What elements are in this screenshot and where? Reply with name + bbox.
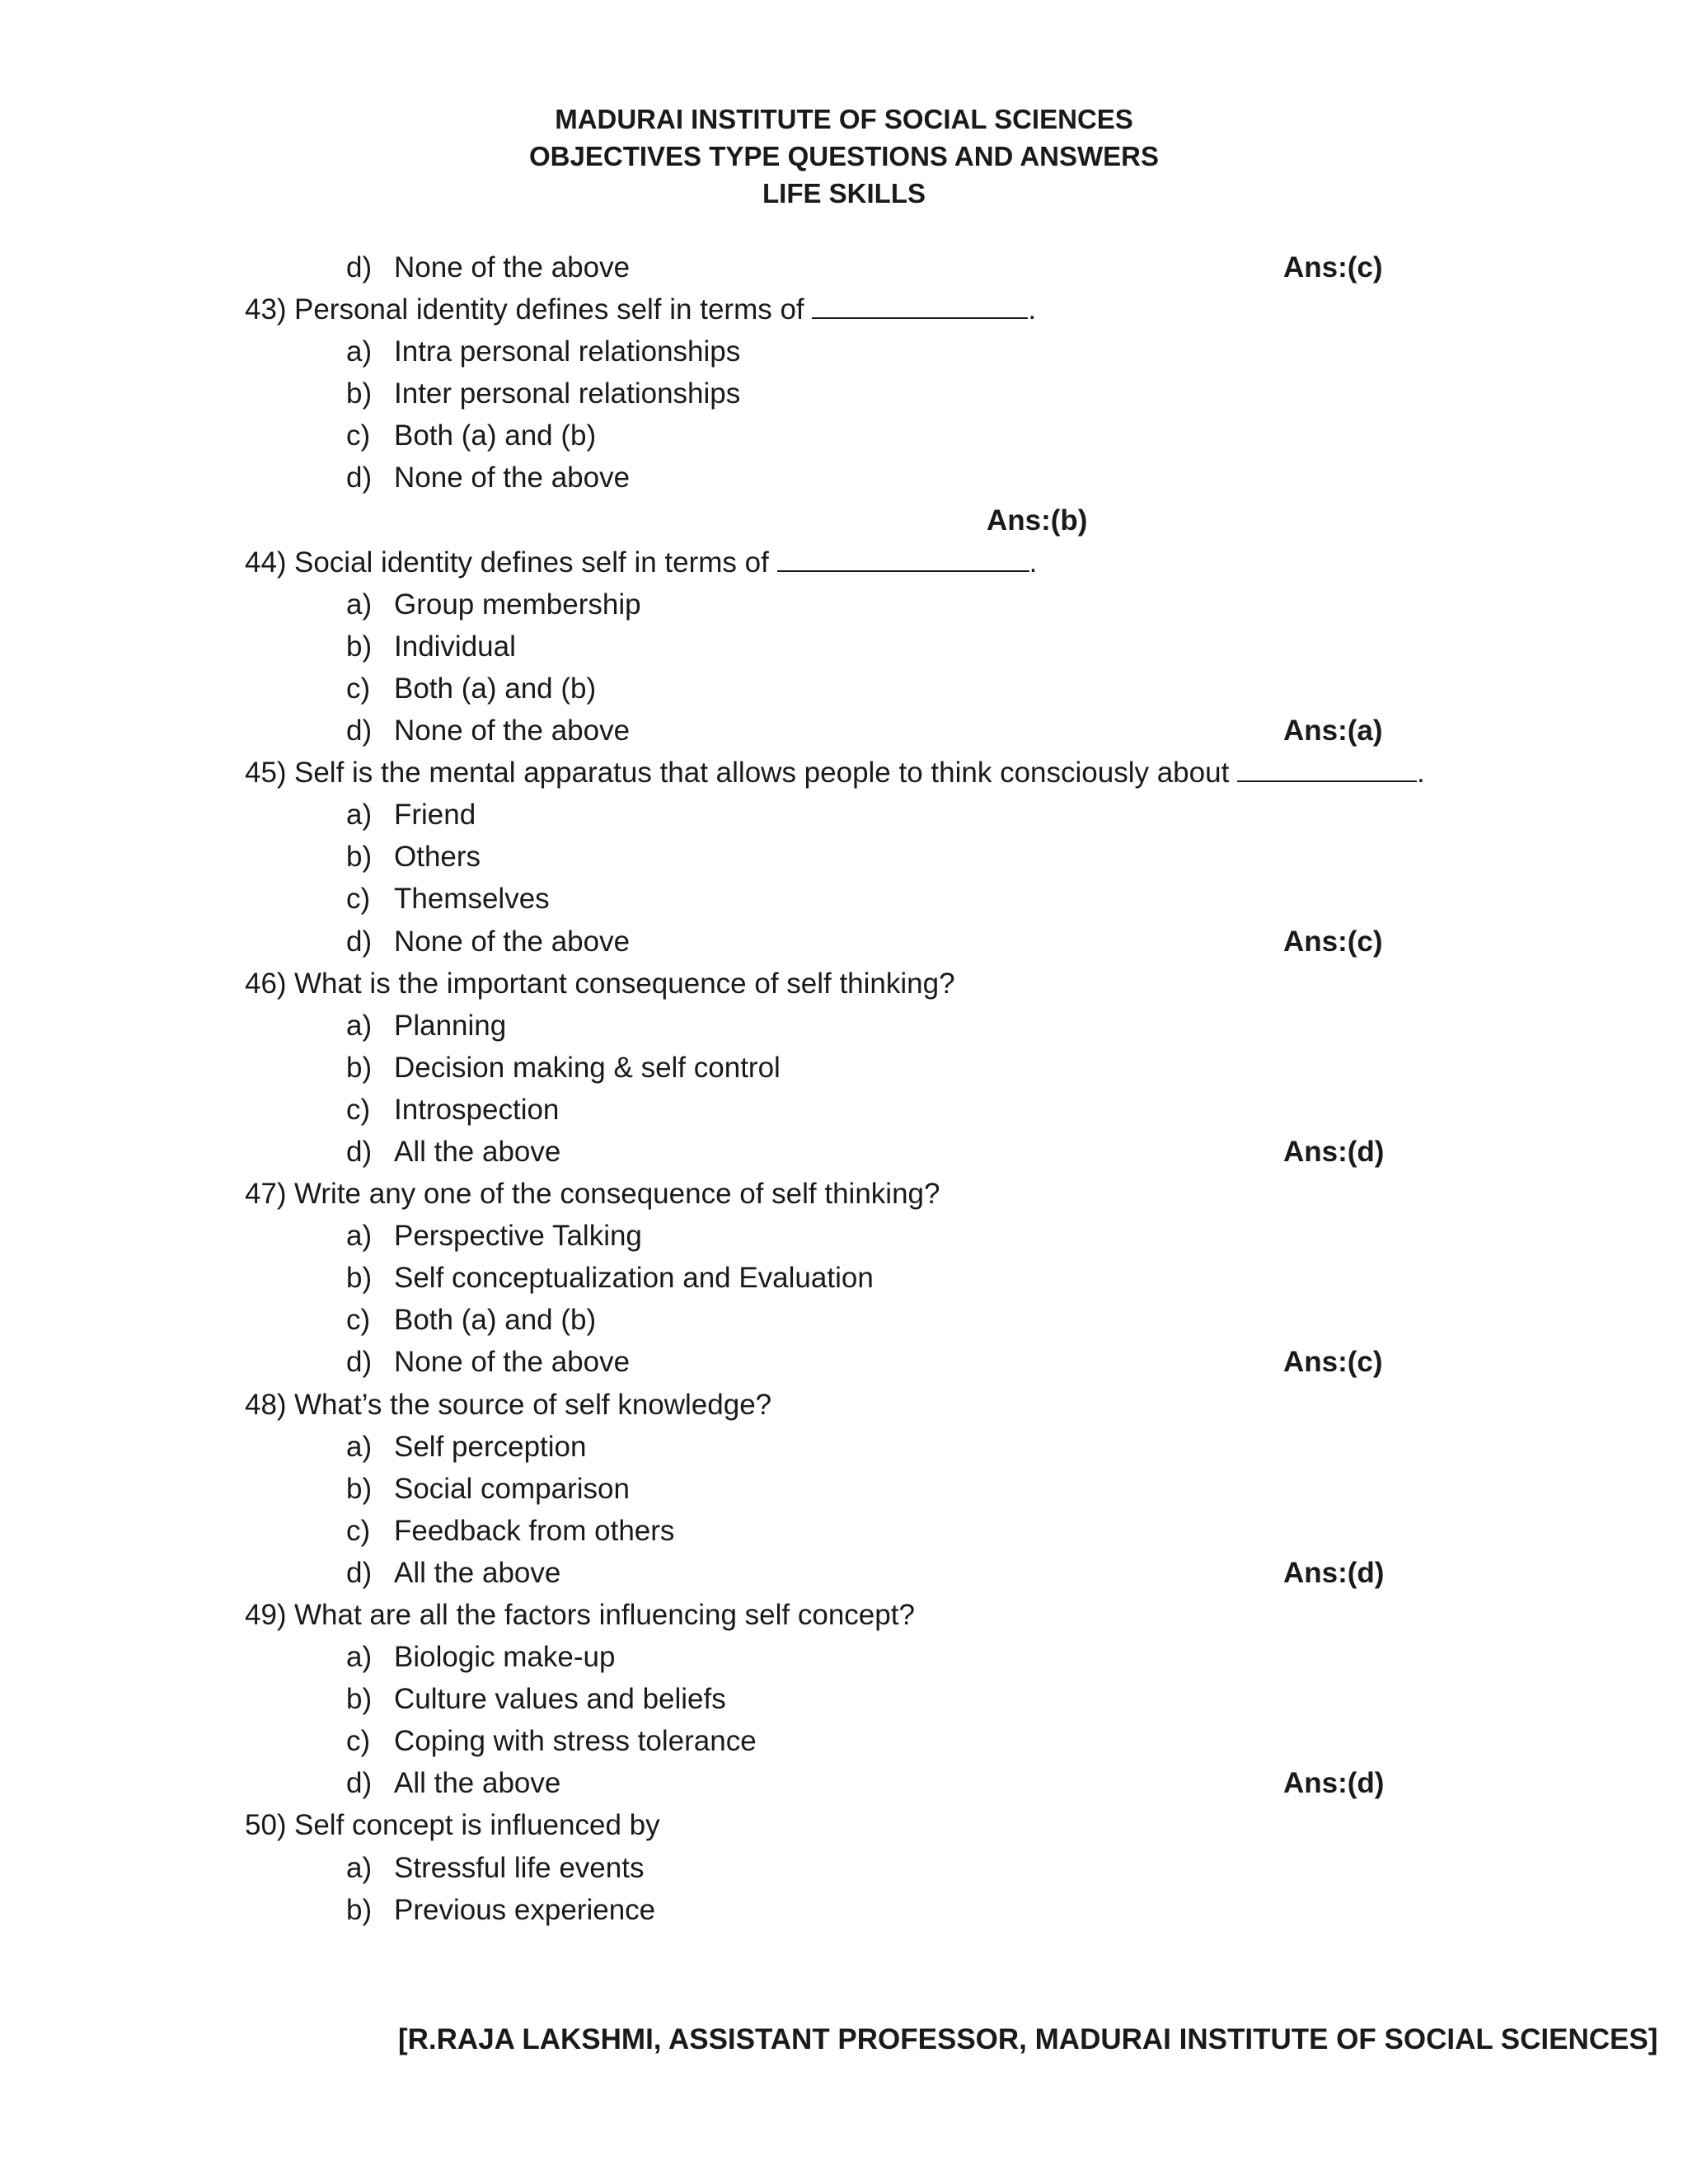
option-text: Group membership	[394, 588, 641, 621]
option-letter: a)	[346, 799, 373, 832]
option-letter: d)	[346, 1556, 373, 1589]
option-text: Stressful life events	[394, 1851, 645, 1884]
option-text: Perspective Talking	[394, 1220, 642, 1253]
option-text: None of the above	[394, 1346, 631, 1379]
option-line	[245, 1047, 1399, 1089]
option-text: Both (a) and (b)	[394, 419, 597, 452]
option-text: Individual	[394, 630, 516, 663]
option-text: Feedback from others	[394, 1514, 675, 1547]
option-line	[245, 668, 1399, 710]
option-letter: b)	[346, 630, 373, 663]
question-text: What is the important consequence of self thinking?	[294, 967, 955, 1000]
option-line	[245, 1005, 1399, 1047]
option-text: Both (a) and (b)	[394, 1304, 597, 1337]
option-text: All the above	[394, 1135, 561, 1168]
option-letter: a)	[346, 1851, 373, 1884]
option-text: Biologic make-up	[394, 1641, 616, 1674]
option-letter: b)	[346, 1262, 373, 1295]
option-letter: b)	[346, 841, 373, 874]
option-text: All the above	[394, 1556, 561, 1589]
document-header	[0, 101, 1688, 212]
answer-blank	[777, 542, 1029, 572]
option-line	[245, 1552, 1399, 1594]
option-line	[245, 836, 1399, 878]
option-line	[245, 1089, 1399, 1131]
option-line	[245, 878, 1399, 920]
question-line	[245, 541, 1399, 583]
option-text: Both (a) and (b)	[394, 672, 597, 705]
option-letter: c)	[346, 1725, 371, 1758]
option-letter: a)	[346, 1009, 373, 1042]
option-text: All the above	[394, 1767, 561, 1800]
question-number: 46)	[245, 967, 287, 1000]
option-line	[245, 1678, 1399, 1720]
option-line	[245, 1426, 1399, 1468]
question-text: What are all the factors influencing self concept?	[294, 1599, 915, 1631]
question-number: 44)	[245, 546, 287, 579]
option-letter: a)	[346, 1641, 373, 1674]
option-text: Decision making & self control	[394, 1051, 781, 1084]
option-letter: c)	[346, 1093, 371, 1126]
answer-label: Ans:(c)	[1283, 925, 1383, 958]
question-number: 49)	[245, 1599, 287, 1631]
option-line	[245, 1299, 1399, 1341]
question-number: 48)	[245, 1388, 287, 1421]
option-line	[245, 710, 1399, 752]
option-letter: d)	[346, 1135, 373, 1168]
option-line	[245, 626, 1399, 668]
option-letter: b)	[346, 377, 373, 410]
option-line	[245, 330, 1399, 373]
question-line	[245, 752, 1425, 794]
option-text: Introspection	[394, 1093, 560, 1126]
question-text: Write any one of the consequence of self thinking?	[294, 1178, 940, 1211]
option-letter: d)	[346, 251, 373, 284]
option-line	[245, 1468, 1399, 1510]
answer-label: Ans:(d)	[1283, 1767, 1385, 1800]
answer-label: Ans:(c)	[1283, 251, 1383, 284]
option-line	[245, 794, 1399, 836]
question-line	[245, 963, 1399, 1005]
option-line	[245, 1889, 1399, 1931]
option-line	[245, 457, 1399, 499]
option-text: Previous experience	[394, 1893, 656, 1926]
answer-label: Ans:(b)	[987, 504, 1088, 537]
option-letter: a)	[346, 1220, 373, 1253]
subject-title: LIFE SKILLS	[762, 178, 926, 209]
option-letter: a)	[346, 588, 373, 621]
option-text: Friend	[394, 799, 476, 832]
option-letter: d)	[346, 715, 373, 748]
option-text: None of the above	[394, 925, 631, 958]
question-number: 43)	[245, 293, 287, 326]
option-letter: c)	[346, 419, 371, 452]
answer-label: Ans:(a)	[1283, 715, 1383, 748]
option-letter: a)	[346, 1430, 373, 1463]
option-letter: c)	[346, 883, 371, 916]
option-line	[245, 583, 1399, 626]
answer-label: Ans:(d)	[1283, 1135, 1385, 1168]
question-text: What’s the source of self knowledge?	[294, 1388, 772, 1421]
option-letter: a)	[346, 335, 373, 368]
option-line	[245, 1131, 1399, 1173]
option-letter: c)	[346, 1304, 371, 1337]
question-line	[245, 288, 1399, 330]
option-text: Planning	[394, 1009, 507, 1042]
option-text: None of the above	[394, 251, 631, 284]
option-text: Culture values and beliefs	[394, 1683, 726, 1716]
option-text: Inter personal relationships	[394, 377, 741, 410]
option-letter: b)	[346, 1893, 373, 1926]
option-text: None of the above	[394, 715, 631, 748]
question-text: Self concept is influenced by	[294, 1809, 660, 1842]
option-line	[245, 1257, 1399, 1299]
answer-label: Ans:(c)	[1283, 1346, 1383, 1379]
option-line	[245, 1720, 1399, 1762]
document-subtitle: OBJECTIVES TYPE QUESTIONS AND ANSWERS	[529, 141, 1159, 171]
option-line	[245, 1215, 1399, 1257]
option-letter: c)	[346, 672, 371, 705]
option-letter: d)	[346, 1767, 373, 1800]
institute-title: MADURAI INSTITUTE OF SOCIAL SCIENCES	[555, 104, 1133, 134]
question-text: Self is the mental apparatus that allows people to think consciously about .	[294, 752, 1425, 794]
option-letter: d)	[346, 925, 373, 958]
option-letter: d)	[346, 462, 373, 494]
option-text: Themselves	[394, 883, 550, 916]
option-line	[245, 921, 1399, 963]
question-text: Social identity defines self in terms of .	[294, 541, 1037, 583]
option-line	[245, 415, 1399, 457]
question-line	[245, 1173, 1399, 1215]
option-text: Coping with stress tolerance	[394, 1725, 757, 1758]
option-text: Intra personal relationships	[394, 335, 741, 368]
option-letter: b)	[346, 1051, 373, 1084]
question-line	[245, 1594, 1399, 1636]
option-line	[245, 1636, 1399, 1678]
option-letter: c)	[346, 1514, 371, 1547]
option-line	[245, 246, 1399, 288]
author-footer: [R.RAJA LAKSHMI, ASSISTANT PROFESSOR, MADURAI INSTITUTE OF SOCIAL SCIENCES]	[398, 2023, 1658, 2055]
question-number: 50)	[245, 1809, 287, 1842]
option-text: None of the above	[394, 462, 631, 494]
question-line	[245, 1804, 1399, 1846]
option-letter: b)	[346, 1472, 373, 1505]
answer-blank	[1237, 752, 1417, 782]
question-list	[245, 246, 1425, 1931]
option-letter: b)	[346, 1683, 373, 1716]
question-line	[245, 1384, 1399, 1426]
answer-label: Ans:(d)	[1283, 1556, 1385, 1589]
option-line	[245, 1762, 1399, 1804]
option-text: Others	[394, 841, 481, 874]
option-text: Social comparison	[394, 1472, 630, 1505]
option-text: Self perception	[394, 1430, 587, 1463]
option-line	[245, 1341, 1399, 1383]
option-letter: d)	[346, 1346, 373, 1379]
question-text: Personal identity defines self in terms of .	[294, 288, 1036, 330]
answer-line	[245, 499, 1399, 541]
question-number: 45)	[245, 757, 287, 790]
option-text: Self conceptualization and Evaluation	[394, 1262, 874, 1295]
option-line	[245, 1847, 1399, 1889]
option-line	[245, 1510, 1399, 1552]
question-number: 47)	[245, 1178, 287, 1211]
answer-blank	[812, 289, 1028, 319]
option-line	[245, 373, 1399, 415]
